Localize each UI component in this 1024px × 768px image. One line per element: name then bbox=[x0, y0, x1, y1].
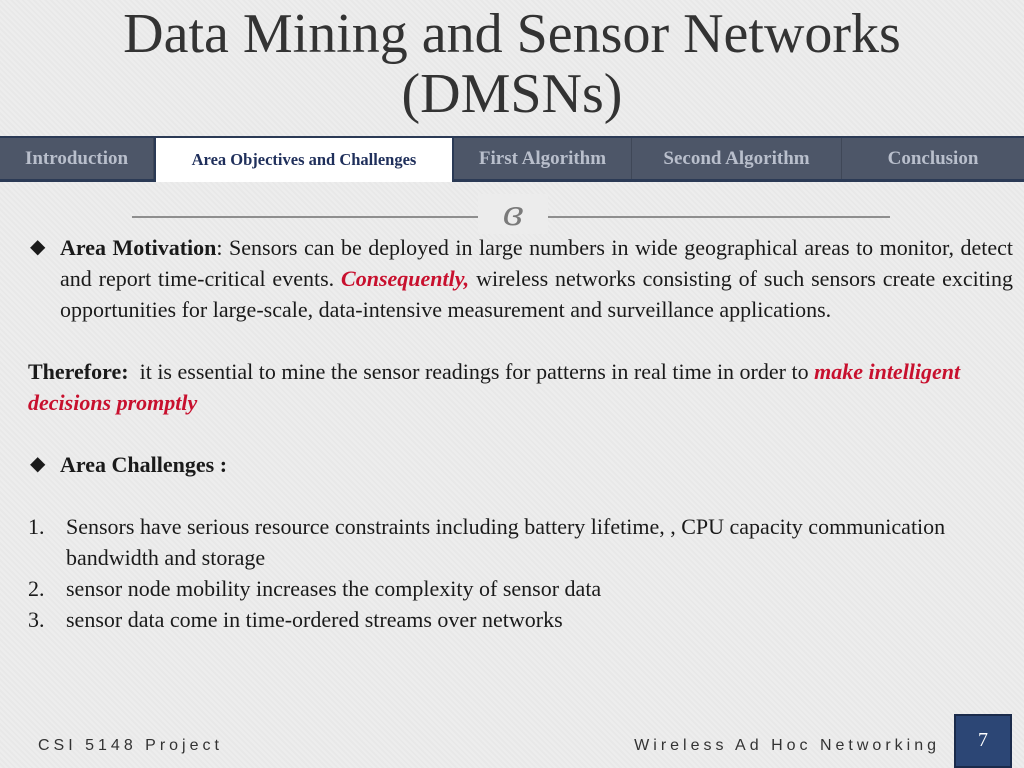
therefore-heading: Therefore: bbox=[28, 359, 129, 384]
decorative-divider bbox=[132, 194, 890, 234]
list-item bbox=[28, 573, 1013, 604]
list-item bbox=[28, 511, 1013, 573]
tab-second-algorithm[interactable]: Second Algorithm bbox=[632, 138, 842, 179]
section-navbar bbox=[0, 136, 1024, 182]
slide-title bbox=[0, 0, 1024, 124]
slide-title-line1: Data Mining and Sensor Networks bbox=[123, 3, 901, 65]
therefore-paragraph bbox=[28, 356, 1013, 418]
motivation-text-2: wireless networks consisting of such sensors create exciting opportunities for large-scale, data-intensive measurement and surveillance applications. bbox=[60, 266, 1013, 322]
swirl-ornament-icon: ɞ bbox=[478, 194, 548, 234]
list-item bbox=[28, 604, 1013, 635]
tab-area-objectives-and-challenges[interactable]: Area Objectives and Challenges bbox=[154, 136, 454, 182]
motivation-colon: : bbox=[216, 235, 223, 260]
tab-first-algorithm[interactable]: First Algorithm bbox=[454, 138, 632, 179]
tab-introduction[interactable]: Introduction bbox=[0, 138, 154, 179]
motivation-paragraph bbox=[28, 232, 1013, 325]
footer-topic-label: Wireless Ad Hoc Networking bbox=[634, 737, 940, 754]
tab-conclusion[interactable]: Conclusion bbox=[887, 147, 979, 169]
page-number-badge: 7 bbox=[954, 714, 1012, 768]
diamond-bullet-icon: ◆ bbox=[30, 236, 46, 258]
list-item-text: sensor data come in time-ordered streams over networks bbox=[66, 607, 563, 632]
list-item-number: 3. bbox=[28, 607, 45, 632]
footer-course-label: CSI 5148 Project bbox=[38, 737, 223, 754]
motivation-emphasis: Consequently, bbox=[341, 266, 470, 291]
list-item-number: 1. bbox=[28, 514, 45, 539]
slide-title-line2: (DMSNs) bbox=[401, 63, 623, 125]
challenges-list bbox=[28, 511, 1013, 635]
list-item-text: Sensors have serious resource constraints including battery lifetime, , CPU capacity communication bandwidth and storage bbox=[66, 514, 946, 570]
motivation-heading: Area Motivation bbox=[60, 235, 217, 260]
challenges-heading: Area Challenges : bbox=[60, 452, 228, 477]
list-item-number: 2. bbox=[28, 576, 45, 601]
therefore-emphasis: make intelligent decisions promptly bbox=[28, 359, 961, 415]
therefore-text: it is essential to mine the sensor readings for patterns in real time in order to bbox=[128, 359, 815, 384]
motivation-text-1: Sensors can be deployed in large numbers in wide geographical areas to monitor, detect and report time-critical events. bbox=[60, 235, 1013, 291]
list-item-text: sensor node mobility increases the complexity of sensor data bbox=[66, 576, 602, 601]
slide-content bbox=[28, 232, 1013, 635]
challenges-heading-paragraph bbox=[28, 449, 1013, 480]
diamond-bullet-icon: ◆ bbox=[30, 453, 46, 475]
